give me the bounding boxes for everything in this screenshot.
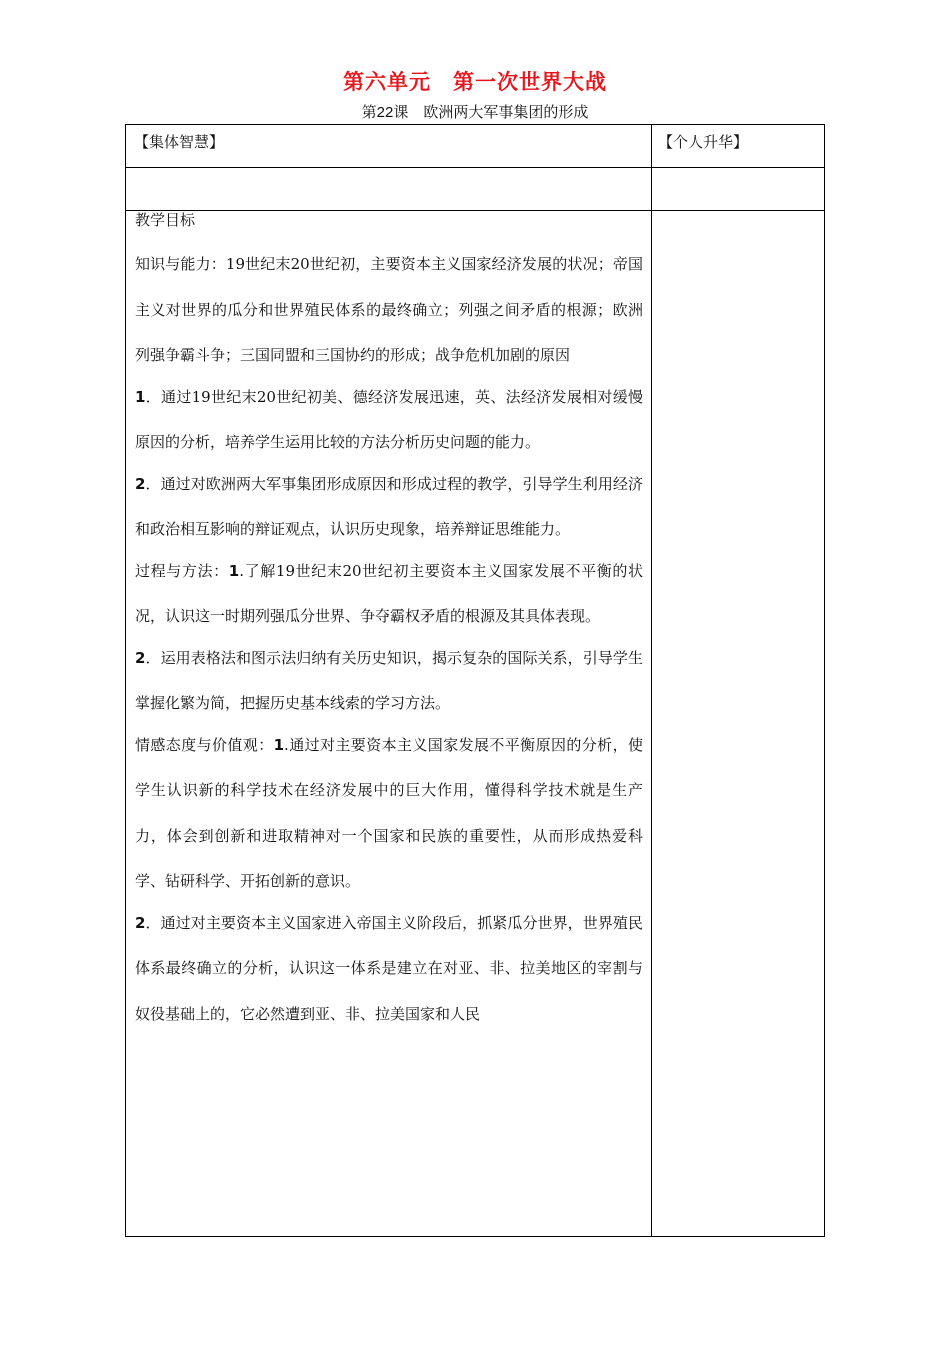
item-text: .了解19世纪末20世纪初主要资本主义国家发展不平衡的状况，认识这一时期列强瓜分世界、争夺霸权矛盾的根源及其具体表现。 bbox=[135, 561, 643, 625]
item-number: 1 bbox=[135, 387, 146, 406]
collective-wisdom-header: 【集体智慧】 bbox=[134, 133, 225, 151]
knowledge-item-1 bbox=[135, 375, 643, 466]
item-text: ．通过对欧洲两大军事集团形成原因和形成过程的教学，引导学生利用经济和政治相互影响的辩证观点，认识历史现象，培养辩证思维能力。 bbox=[135, 474, 643, 538]
item-number: 2 bbox=[135, 474, 146, 493]
personal-sublimation-header: 【个人升华】 bbox=[658, 133, 749, 151]
lesson-title-suffix: 课 欧洲两大军事集团的形成 bbox=[393, 103, 589, 121]
item-number: 1 bbox=[228, 561, 240, 580]
item-number: 2 bbox=[135, 913, 146, 932]
item-text: ．运用表格法和图示法归纳有关历史知识，揭示复杂的国际关系，引导学生掌握化繁为简，把握历史基本线索的学习方法。 bbox=[135, 648, 643, 712]
process-method-paragraph bbox=[135, 549, 643, 640]
process-item-2 bbox=[135, 636, 643, 727]
emotion-values-label: 情感态度与价值观： bbox=[135, 735, 274, 754]
emotion-values-paragraph bbox=[135, 723, 643, 905]
knowledge-item-2 bbox=[135, 462, 643, 553]
lesson-plan-table bbox=[125, 124, 825, 1237]
item-text: ．通过对主要资本主义国家进入帝国主义阶段后，抓紧瓜分世界，世界殖民体系最终确立的分析，认识这一体系是建立在对亚、非、拉美地区的宰割与奴役基础上的，它必然遭到亚、非、拉美国家和人民 bbox=[135, 913, 643, 1023]
emotion-item-2 bbox=[135, 901, 643, 1038]
knowledge-ability-paragraph: 知识与能力：19世纪末20世纪初，主要资本主义国家经济发展的状况；帝国主义对世界的瓜分和世界殖民体系的最终确立；列强之间矛盾的根源；欧洲列强争霸斗争；三国同盟和三国协约的形成；战争危机加剧的原因 bbox=[135, 255, 643, 364]
column-divider bbox=[651, 125, 652, 1236]
lesson-title bbox=[0, 101, 950, 122]
objectives-heading: 教学目标 bbox=[135, 211, 196, 229]
process-method-label: 过程与方法： bbox=[135, 561, 229, 580]
teaching-objectives bbox=[135, 208, 643, 1037]
row-divider-header bbox=[126, 167, 824, 168]
unit-title: 第六单元 第一次世界大战 bbox=[343, 70, 607, 94]
item-number: 1 bbox=[273, 735, 285, 754]
item-text: ．通过19世纪末20世纪初美、德经济发展迅速，英、法经济发展相对缓慢原因的分析，培养学生运用比较的方法分析历史问题的能力。 bbox=[135, 387, 643, 451]
lesson-title-prefix: 第 bbox=[361, 103, 377, 121]
item-number: 2 bbox=[135, 648, 146, 667]
item-text: .通过对主要资本主义国家发展不平衡原因的分析，使学生认识新的科学技术在经济发展中的巨大作用，懂得科学技术就是生产力，体会到创新和进取精神对一个国家和民族的重要性，从而形成热爱科学、钻研科学、开拓创新的意识。 bbox=[135, 735, 643, 890]
lesson-number: 22 bbox=[376, 104, 394, 121]
